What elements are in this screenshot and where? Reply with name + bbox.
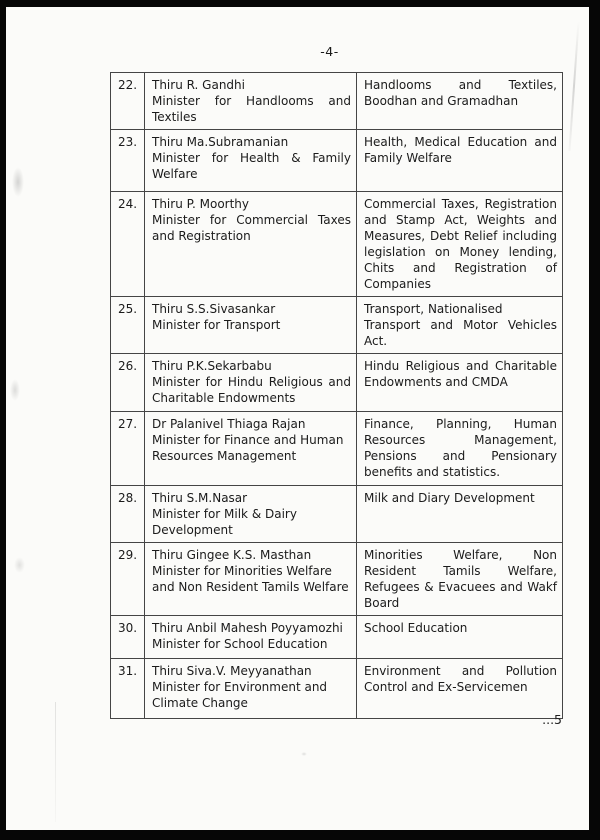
portfolio-text: Hindu Religious and Charitable Endowments and CMDA [364,359,557,389]
table-row [111,486,563,543]
minister-title: Minister for Commercial Taxes and Registration [152,213,351,243]
minister-title: Minister for Hindu Religious and Charitable Endowments [152,375,351,405]
portfolio-cell [357,130,563,192]
ministers-table [110,72,563,719]
row-number-cell: 28. [111,486,145,543]
table-row [111,412,563,486]
table-row [111,354,563,412]
minister-title: Minister for Finance and Human Resources Management [152,433,344,463]
portfolio-text: Handlooms and Textiles, Boodhan and Gramadhan [364,78,557,108]
minister-name: Thiru S.S.Sivasankar [152,302,276,316]
table-row [111,616,563,659]
continuation-marker: ...5 [542,712,562,727]
row-number-cell: 29. [111,543,145,616]
minister-title: Minister for Milk & Dairy Development [152,507,297,537]
portfolio-text: Milk and Diary Development [364,491,535,505]
row-number-cell: 22. [111,73,145,130]
scan-artifact [10,379,20,401]
minister-cell [145,73,357,130]
row-number-cell: 31. [111,659,145,719]
minister-title: Minister for Environment and Climate Change [152,680,328,710]
minister-cell [145,486,357,543]
portfolio-text: Health, Medical Education and Family Welfare [364,135,557,165]
table-row [111,192,563,297]
table-row [111,659,563,719]
document-page [6,7,589,830]
minister-cell [145,543,357,616]
scan-artifact [12,167,24,197]
portfolio-text: Minorities Welfare, Non Resident Tamils Welfare, Refugees & Evacuees and Wakf Board [364,548,557,610]
portfolio-text: Transport, Nationalised [364,302,503,316]
table-row [111,543,563,616]
minister-title: Minister for Handlooms and Textiles [152,94,351,124]
minister-name: Thiru Ma.Subramanian [152,135,289,149]
portfolio-text: Finance, Planning, Human Resources Management, Pensions and Pensionary benefits and statistics. [364,417,557,479]
minister-title: Minister for Transport [152,318,281,332]
row-number-cell: 25. [111,297,145,354]
minister-cell [145,412,357,486]
ministers-table-body [111,73,563,719]
row-number-cell: 26. [111,354,145,412]
row-number-cell: 23. [111,130,145,192]
portfolio-text: Commercial Taxes, Registration and Stamp Act, Weights and Measures, Debt Relief including legislation on Money lending, Chits and Registration of Companies [364,197,557,291]
minister-cell [145,130,357,192]
minister-cell [145,354,357,412]
portfolio-cell [357,297,563,354]
row-number-cell: 30. [111,616,145,659]
table-row [111,73,563,130]
portfolio-cell [357,192,563,297]
minister-title: Minister for School Education [152,637,328,651]
minister-name: Dr Palanivel Thiaga Rajan [152,417,306,431]
minister-name: Thiru Anbil Mahesh Poyyamozhi [152,621,343,635]
row-number-cell: 24. [111,192,145,297]
page-number: -4- [320,44,339,59]
scan-artifact [55,702,56,822]
portfolio-text: School Education [364,621,468,635]
minister-cell [145,659,357,719]
minister-name: Thiru S.M.Nasar [152,491,248,505]
minister-title: Minister for Health & Family Welfare [152,151,351,181]
portfolio-text: Transport and Motor Vehicles Act. [364,318,557,348]
minister-cell [145,616,357,659]
minister-name: Thiru Siva.V. Meyyanathan [152,664,312,678]
table-row [111,130,563,192]
portfolio-cell [357,73,563,130]
minister-cell [145,192,357,297]
portfolio-cell [357,616,563,659]
table-row [111,297,563,354]
minister-title: Minister for Minorities Welfare and Non Resident Tamils Welfare [152,564,349,594]
row-number-cell: 27. [111,412,145,486]
minister-name: Thiru Gingee K.S. Masthan [152,548,312,562]
portfolio-text: Environment and Pollution Control and Ex-Servicemen [364,664,557,694]
minister-cell [145,297,357,354]
minister-name: Thiru P. Moorthy [152,197,250,211]
portfolio-cell [357,412,563,486]
scan-artifact [301,752,307,756]
minister-name: Thiru R. Gandhi [152,78,245,92]
scan-artifact [14,557,25,573]
portfolio-cell [357,659,563,719]
portfolio-cell [357,543,563,616]
portfolio-cell [357,354,563,412]
minister-name: Thiru P.K.Sekarbabu [152,359,272,373]
scan-artifact [568,21,579,151]
portfolio-cell [357,486,563,543]
